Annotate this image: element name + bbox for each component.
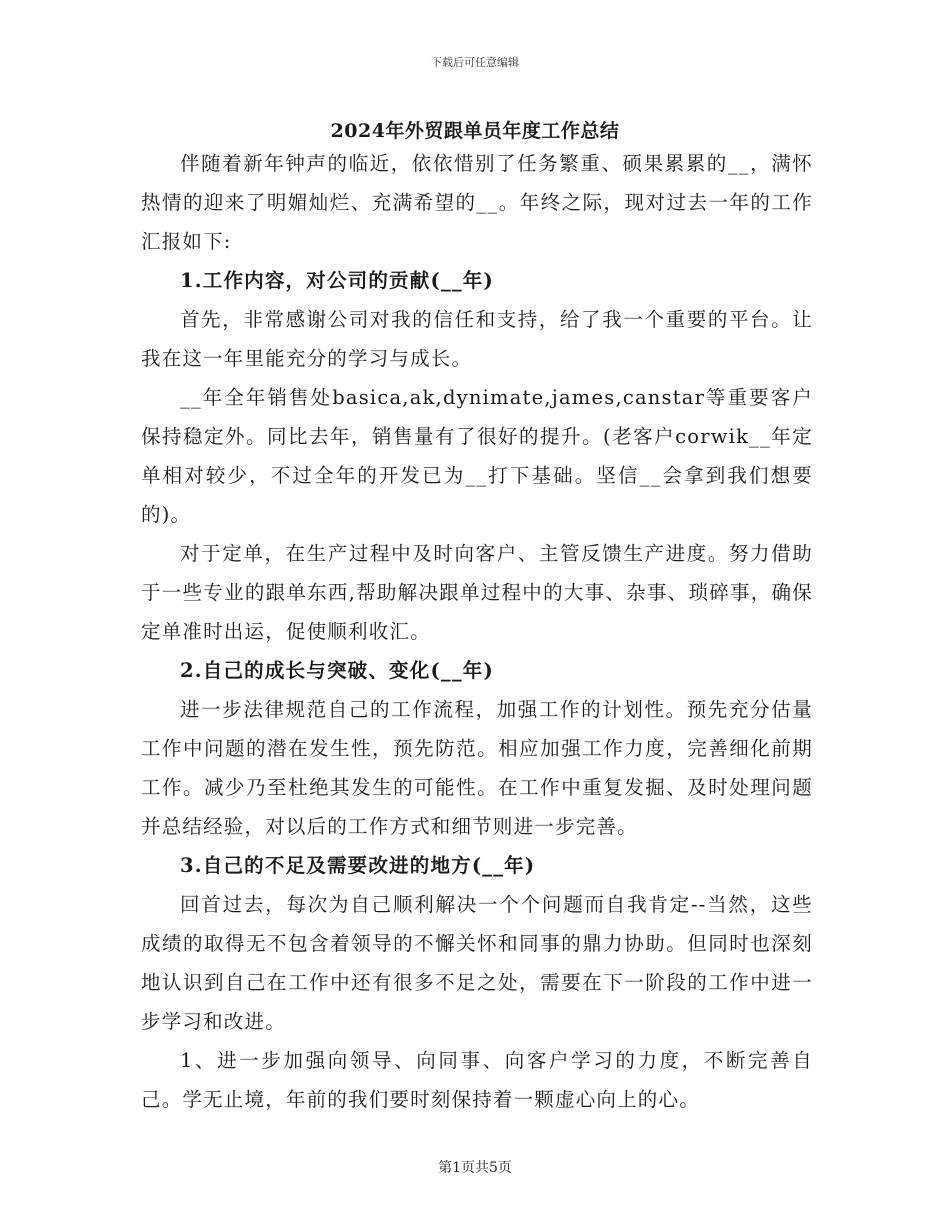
paragraph: 1、进一步加强向领导、向同事、向客户学习的力度，不断完善自己。学无止境，年前的我们要时刻保持着一颗虚心向上的心。 bbox=[141, 1049, 813, 1111]
paragraph: 回首过去，每次为自己顺利解决一个个问题而自我肯定--当然，这些成绩的取得无不包含着领导的不懈关怀和同事的鼎力协助。但同时也深刻地认识到自己在工作中还有很多不足之处，需要在下一阶段的工作中进一步学习和改进。 bbox=[141, 893, 813, 1033]
paragraph: 进一步法律规范自己的工作流程，加强工作的计划性。预先充分估量工作中问题的潜在发生性，预先防范。相应加强工作力度，完善细化前期工作。减少乃至杜绝其发生的可能性。在工作中重复发掘、及时处理问题并总结经验，对以后的工作方式和细节则进一步完善。 bbox=[141, 698, 813, 838]
document-title: 2024年外贸跟单员年度工作总结 bbox=[330, 120, 620, 142]
page-footer: 第1页共5页 bbox=[438, 1160, 512, 1176]
document-body bbox=[141, 144, 813, 1119]
paragraph-intro: 伴随着新年钟声的临近，依依惜别了任务繁重、硕果累累的__，满怀热情的迎来了明媚灿烂、充满希望的__。年终之际，现对过去一年的工作汇报如下: bbox=[141, 152, 813, 253]
page-header: 下载后可任意编辑 bbox=[431, 56, 519, 69]
section-heading-2: 2.自己的成长与突破、变化(__年) bbox=[180, 659, 494, 682]
section-heading-1: 1.工作内容，对公司的贡献(__年) bbox=[180, 269, 494, 292]
section-heading-3: 3.自己的不足及需要改进的地方(__年) bbox=[180, 854, 536, 877]
paragraph: 对于定单，在生产过程中及时向客户、主管反馈生产进度。努力借助于一些专业的跟单东西,帮助解决跟单过程中的大事、杂事、琐碎事，确保定单准时出运，促使顺利收汇。 bbox=[141, 542, 813, 643]
paragraph: __年全年销售处basica,ak,dynimate,james,canstar等重要客户保持稳定外。同比去年，销售量有了很好的提升。(老客户corwik__年定单相对较少，不过全年的开发已为__打下基础。坚信__会拿到我们想要的)。 bbox=[141, 386, 813, 526]
paragraph: 首先，非常感谢公司对我的信任和支持，给了我一个重要的平台。让我在这一年里能充分的学习与成长。 bbox=[141, 308, 813, 370]
